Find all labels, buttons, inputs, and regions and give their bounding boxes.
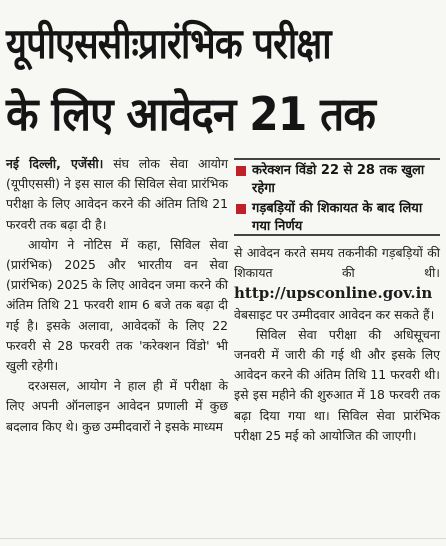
highlights-box: [234, 158, 440, 236]
website-url: http://upsconline.gov.in: [234, 284, 433, 303]
red-square-bullet-icon: [236, 204, 246, 214]
highlight-text: करेक्शन विंडो 22 से 28 तक खुला रहेगा: [252, 163, 425, 196]
paragraph-1-text: संघ लोक सेवा आयोग (यूपीएससी) ने इस साल की सिविल सेवा प्रारंभिक परीक्षा के लिए आवेदन करने की अंतिम तिथि 21 फरवरी तक बढ़ा दी है।: [6, 156, 228, 232]
dateline: नई दिल्ली, एजेंसी।: [6, 156, 104, 171]
article-paragraph-3: दरअसल, आयोग ने हाल ही में परीक्षा के लिए अपनी ऑनलाइन आवेदन प्रणाली में कुछ बदलाव किए थे। कुछ उम्मीदवारों ने इसके माध्यम: [6, 378, 228, 434]
highlight-text: गड़बड़ियों की शिकायत के बाद लिया गया निर्णय: [252, 201, 423, 234]
article-column-left: [6, 154, 228, 437]
article-paragraph-1: [6, 154, 228, 235]
article-paragraph-2: आयोग ने नोटिस में कहा, सिविल सेवा (प्रारंभिक) 2025 और भारतीय वन सेवा (प्रारंभिक) 2025 के लिए आवेदन जमा करने की अंतिम तिथि 21 फरवरी शाम 6 बजे तक बढ़ा दी गई है। इसके अलावा, आवेदकों के लिए 22 फरवरी से 28 फरवरी तक 'करेक्शन विंडो' भी खुली रहेगी।: [6, 236, 228, 374]
article-paragraph-4: [234, 243, 440, 325]
red-square-bullet-icon: [236, 166, 246, 176]
article-paragraph-5: सिविल सेवा परीक्षा की अधिसूचना जनवरी में जारी की गई थी और इसके लिए आवेदन करने की अंतिम तिथि 11 फरवरी थी। इसे इस महीने की शुरुआत में 18 फरवरी तक बढ़ा दिया गया था। सिविल सेवा प्रारंभिक परीक्षा 25 मई को आयोजित की जाएगी।: [234, 326, 440, 443]
highlights-bottom-rule: [234, 234, 440, 236]
highlights-top-rule: [234, 158, 440, 160]
headline-line-2: के लिए आवेदन 21 तक: [6, 87, 375, 141]
headline-line-1: यूपीएससीःप्रारंभिक परीक्षा: [6, 19, 331, 68]
paragraph-4-text: से आवेदन करते समय तकनीकी गड़बड़ियों की शिकायत की थी।: [234, 245, 440, 281]
article-column-right: [234, 243, 440, 446]
paragraph-4-continuation: वेबसाइट पर उम्मीदवार आवेदन कर सकते हैं।: [234, 306, 435, 322]
bottom-divider: [0, 538, 446, 539]
